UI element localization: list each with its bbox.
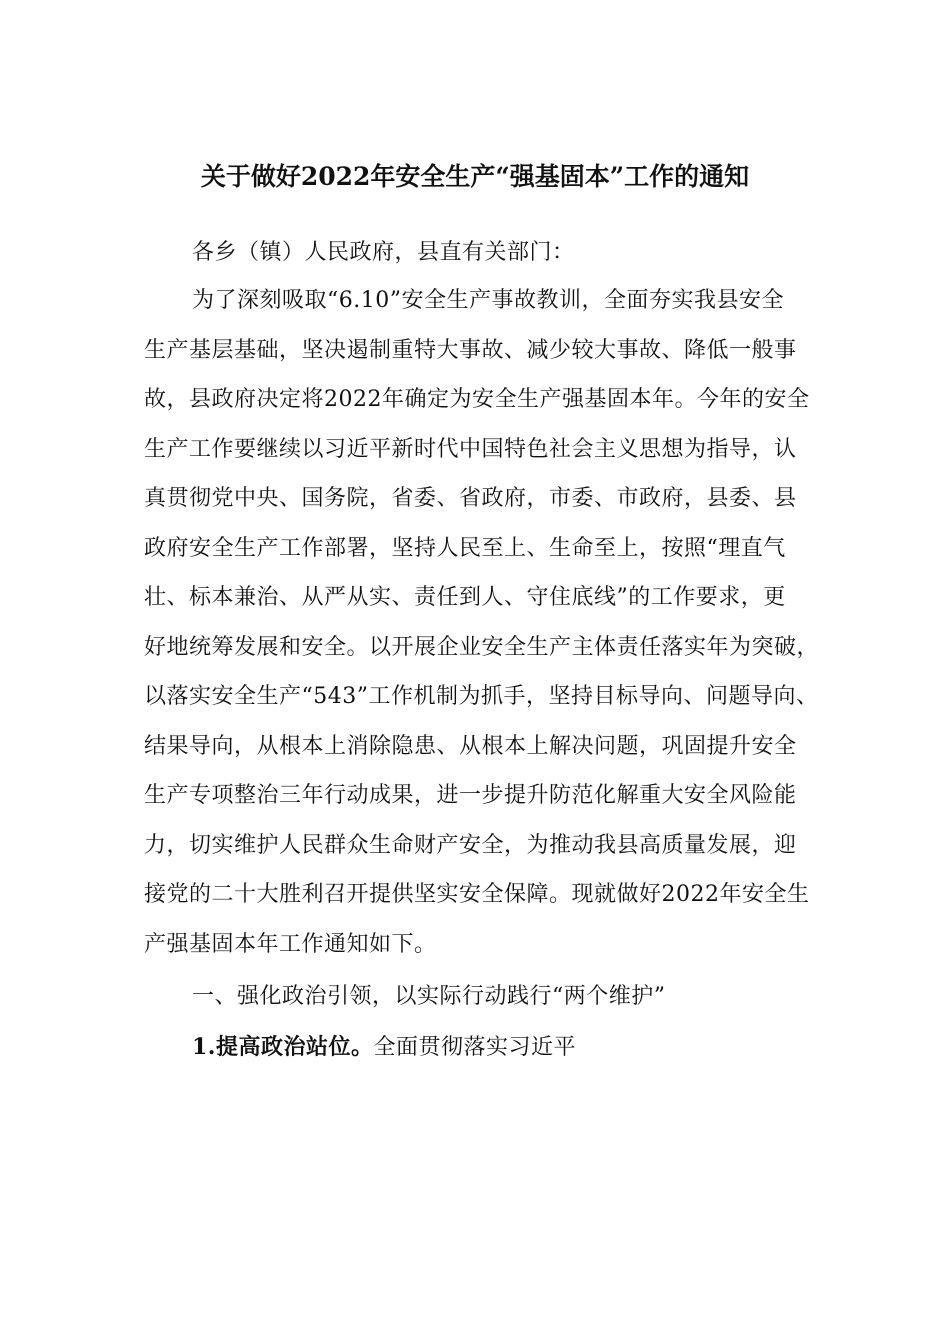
subsection-text: 全面贯彻落实习近平 xyxy=(373,1035,576,1060)
body-line: 力，切实维护人民群众生命财产安全，为推动我县高质量发展，迎 xyxy=(144,833,797,858)
subsection-lead: 1.提高政治站位。 xyxy=(192,1034,374,1060)
body-line: 结果导向，从根本上消除隐患、从根本上解决问题，巩固提升安全 xyxy=(144,734,797,759)
body-line: 真贯彻党中央、国务院，省委、省政府，市委、市政府，县委、县 xyxy=(144,486,797,511)
subsection-paragraph xyxy=(192,1027,576,1068)
section-heading: 一、强化政治引领，以实际行动践行“两个维护” xyxy=(192,984,666,1009)
body-line: 为了深刻吸取“6.10”安全生产事故教训，全面夯实我县安全 xyxy=(192,288,784,313)
body-line: 壮、标本兼治、从严从实、责任到人、守住底线”的工作要求，更 xyxy=(144,585,786,610)
body-line: 生产工作要继续以习近平新时代中国特色社会主义思想为指导，认 xyxy=(144,437,797,462)
body-line: 生产专项整治三年行动成果，进一步提升防范化解重大安全风险能 xyxy=(144,783,797,808)
body-line: 生产基层基础，坚决遏制重特大事故、减少较大事故、降低一般事 xyxy=(144,338,797,363)
body-line: 故，县政府决定将2022年确定为安全生产强基固本年。今年的安全 xyxy=(144,387,810,412)
body-line: 接党的二十大胜利召开提供坚实安全保障。现就做好2022年安全生 xyxy=(144,882,810,907)
body-line: 产强基固本年工作通知如下。 xyxy=(144,932,437,957)
body-line: 好地统筹发展和安全。以开展企业安全生产主体责任落实年为突破， xyxy=(144,635,820,660)
body-line: 政府安全生产工作部署，坚持人民至上、生命至上，按照“理直气 xyxy=(144,536,786,561)
document-title: 关于做好2022年安全生产“强基固本”工作的通知 xyxy=(200,162,750,191)
body-line: 以落实安全生产“543”工作机制为抓手，坚持目标导向、问题导向、 xyxy=(144,684,819,709)
salutation: 各乡（镇）人民政府，县直有关部门： xyxy=(192,240,575,265)
